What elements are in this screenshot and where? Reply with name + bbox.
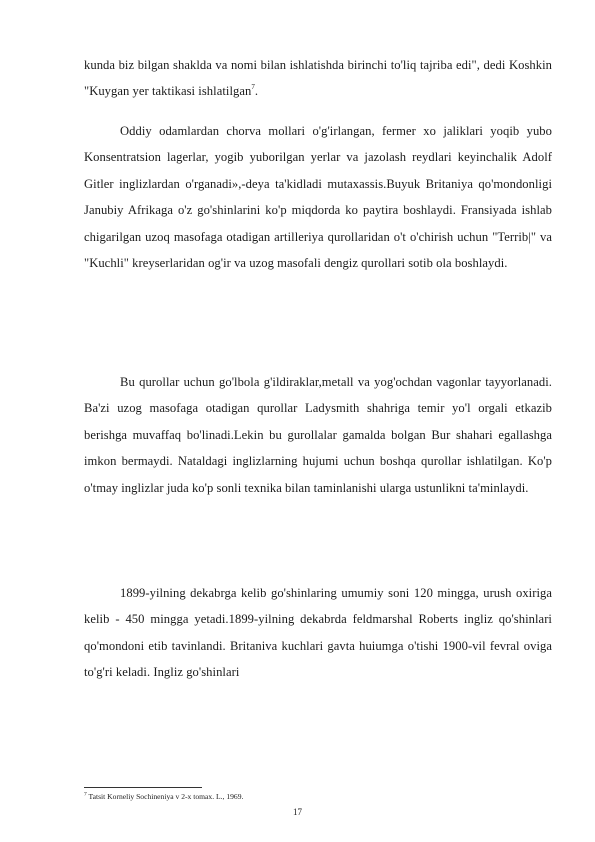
footnote-separator (84, 787, 202, 788)
footnote-reference[interactable]: 7 (251, 83, 255, 92)
paragraph-1 (84, 52, 552, 105)
paragraph-3: Bu qurollar uchun go'lbola g'ildiraklar,metall va yog'ochdan vagonlar tayyorlanadi. Ba'zi uzog masofaga otadigan qurollar Ladysmith shahriga temir yo'l orgali etkazib berishga muvaffaq bo'linadi.Lekin bu gurollalar gamalda bolgan Bur shahari egallashga imkon bermaydi. Nataldagi inglizlarning hujumi uchun boshqa qurollar ishlatilgan. Ko'p o'tmay inglizlar juda ko'p sonli texnika bilan taminlanishi ularga ustunlikni ta'minlaydi. (84, 375, 552, 495)
footnote-number: 7 (84, 791, 87, 798)
footnote-text: Tatsit Korneliy Sochineniya v 2-x tomax. L., 1969. (88, 792, 244, 801)
paragraph-4: 1899-yilning dekabrga kelib go'shinlaring umumiy soni 120 mingga, urush oxiriga kelib - 450 mingga yetadi.1899-yilning dekabrda feldmarshal Roberts ingliz qo'shinlari qo'mondoni etib tavinlandi. Britaniva kuchlari gavta huiumga o'tishi 1900-vil fevral oviga to'g'ri keladi. Ingliz go'shinlari (84, 586, 552, 680)
paragraph-1-end: . (254, 84, 259, 99)
page-number: 17 (293, 807, 302, 817)
paragraph-1-text: kunda biz bilgan shaklda va nomi bilan ishlatishda birinchi to'liq tajriba edi", dedi Koshkin "Kuygan yer taktikasi ishlatilgan (84, 58, 552, 99)
paragraph-2: Oddiy odamlardan chorva mollari o'g'irlangan, fermer xo jaliklari yoqib yubo Konsentratsion lagerlar, yogib yuborilgan yerlar va jazolash reydlari keyinchalik Adolf Gitler inglizlardan o'rganadi»,-deya ta'kidladi mutaxassis.Buyuk Britaniya qo'mondonligi Janubiy Afrikaga o'z go'shinlarini ko'p miqdorda ko paytira boshlaydi. Fransiyada ishlab chigarilgan uzoq masofaga otadigan artilleriya qurollaridan o't o'chirish uchun "Terrib|" va "Kuchli" kreyserlaridan og'ir va uzog masofali dengiz qurollari sotib ola boshlaydi. (84, 124, 552, 271)
footnote (84, 792, 243, 802)
